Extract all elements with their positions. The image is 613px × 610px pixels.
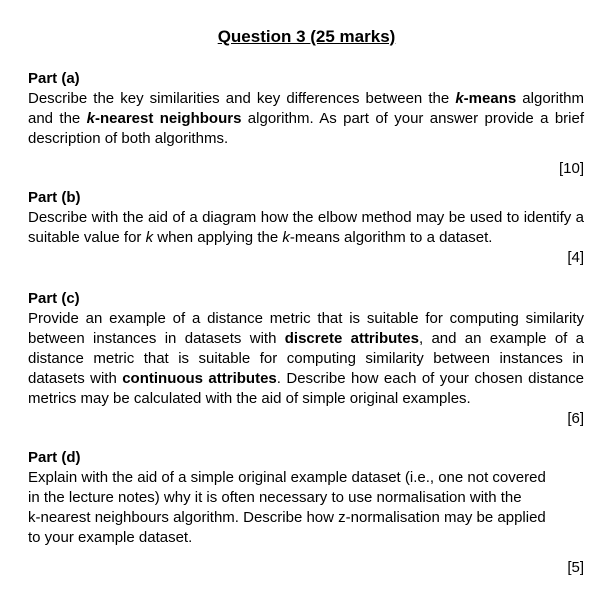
part-c-discrete: discrete attributes [284,330,419,347]
part-a-means: -means [463,90,517,107]
part-b-text-1: Describe with the aid of a diagram how the elbow method may be used to identify a suitable value for [28,209,584,246]
part-b-text [28,208,584,248]
part-a-marks: [10] [558,160,584,177]
part-a-heading: Part (a) [28,70,80,87]
part-a-knn: -nearest neighbours [95,110,242,127]
part-a-text-3: algorithm. As part of your answer provide a brief description of both algorithms. [28,110,585,147]
part-d-text [28,468,584,548]
part-b-marks: [4] [567,249,584,266]
question-title: Question 3 (25 marks) [217,27,396,46]
part-d-line-2: in the lecture notes) why it is often necessary to use normalisation with the [28,489,522,506]
part-c-marks: [6] [567,410,584,427]
part-d-heading: Part (d) [28,449,81,466]
part-c-text-2: , and an example of a distance metric that is suitable for computing similarity between instances in datasets with [28,330,584,387]
part-b-text-3: -means algorithm to a dataset. [289,229,493,246]
part-a [28,69,584,179]
part-a-text [28,89,584,149]
part-d [28,448,584,578]
part-d-line-1: Explain with the aid of a simple original example dataset (i.e., one not covered [28,469,546,486]
part-c-heading: Part (c) [28,290,80,307]
part-a-k-2: k [86,110,95,127]
part-b-k-2: k [282,229,290,246]
part-c-continuous: continuous attributes [122,370,277,387]
part-a-text-2: algorithm and the [28,90,584,127]
part-d-line-4: to your example dataset. [28,529,193,546]
part-c [28,289,584,429]
part-a-k-1: k [455,90,464,107]
part-c-text [28,309,584,409]
part-a-text-1: Describe the key similarities and key differences between the [28,90,456,107]
part-d-line-3: k-nearest neighbours algorithm. Describe how z-normalisation may be applied [28,509,546,526]
part-b-heading: Part (b) [28,189,81,206]
part-c-text-1: Provide an example of a distance metric that is suitable for computing similarity between instances in datasets with [28,310,584,347]
part-b [28,188,584,268]
part-c-text-3: . Describe how each of your chosen distance metrics may be calculated with the aid of simple original examples. [28,370,584,407]
part-b-k-1: k [145,229,154,246]
part-b-text-2: when applying the [153,229,283,246]
part-d-marks: [5] [567,559,584,576]
